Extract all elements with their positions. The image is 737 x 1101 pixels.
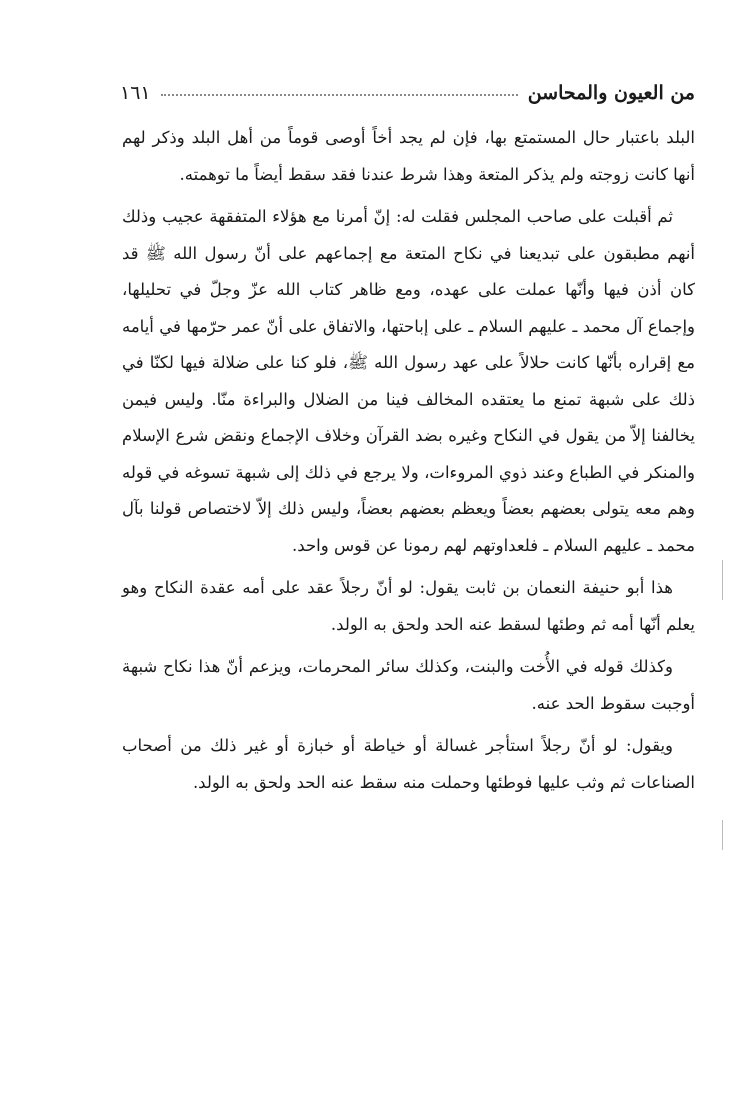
paragraph: وكذلك قوله في الأُخت والبنت، وكذلك سائر المحرمات، ويزعم أنّ هذا نكاح شبهة أوجبت سقوط الحد عنه. bbox=[122, 657, 695, 713]
paragraph: البلد باعتبار حال المستمتع بها، فإن لم يجد أخاً أوصى قوماً من أهل البلد وذكر لهم أنها كانت زوجته ولم يذكر المتعة وهذا شرط عندنا فقد سقط أيضاً ما توهمته. bbox=[122, 128, 695, 184]
scan-edge-mark bbox=[722, 820, 723, 850]
running-title: من العيون والمحاسن bbox=[527, 82, 695, 104]
paragraph: ويقول: لو أنّ رجلاً استأجر غسالة أو خياطة أو خبازة أو غير ذلك من أصحاب الصناعات ثم وثب عليها فوطئها وحملت منه سقط عنه الحد ولحق به الولد. bbox=[122, 736, 695, 792]
header-dot-leader bbox=[161, 94, 518, 96]
paragraph: هذا أبو حنيفة النعمان بن ثابت يقول: لو أنّ رجلاً عقد على أمه عقدة النكاح وهو يعلم أنّها أمه ثم وطئها لسقط عنه الحد ولحق به الولد. bbox=[122, 578, 695, 634]
page-header bbox=[120, 68, 695, 104]
page-number: ١٦١ bbox=[120, 82, 151, 104]
paragraph: ثم أقبلت على صاحب المجلس فقلت له: إنّ أمرنا مع هؤلاء المتفقهة عجيب وذلك أنهم مطبقون على تبديعنا في نكاح المتعة مع إجماعهم على أنّ رسول الله ﷺ قد كان أذن فيها وأنّها عملت على عهده، ومع ظاهر كتاب الله عزّ وجلّ في تحليلها، وإجماع آل محمد ـ عليهم السلام ـ على إباحتها، والاتفاق على أنّ عمر حرّمها في أيامه مع إقراره بأنّها كانت حلالاً على عهد رسول الله ﷺ، فلو كنا على ضلالة فيها لكنّا في ذلك على شبهة تمنع ما يعتقده المخالف فينا من الضلال والبراءة منّا. وليس فيمن يخالفنا إلاّ من يقول في النكاح وغيره بضد القرآن وخلاف الإجماع ونقض شرع الإسلام والمنكر في الطباع وعند ذوي المروءات، ولا يرجع في ذلك إلى شبهة تسوغه في قوله وهم معه يتولى بعضهم بعضاً ويعظم بعضهم بعضاً، وليس ذلك إلاّ لاختصاص قولنا بآل محمد ـ عليهم السلام ـ فلعداوتهم لهم رمونا عن قوس واحد. bbox=[122, 207, 695, 555]
page-body bbox=[122, 120, 695, 807]
scan-edge-mark bbox=[722, 560, 723, 600]
